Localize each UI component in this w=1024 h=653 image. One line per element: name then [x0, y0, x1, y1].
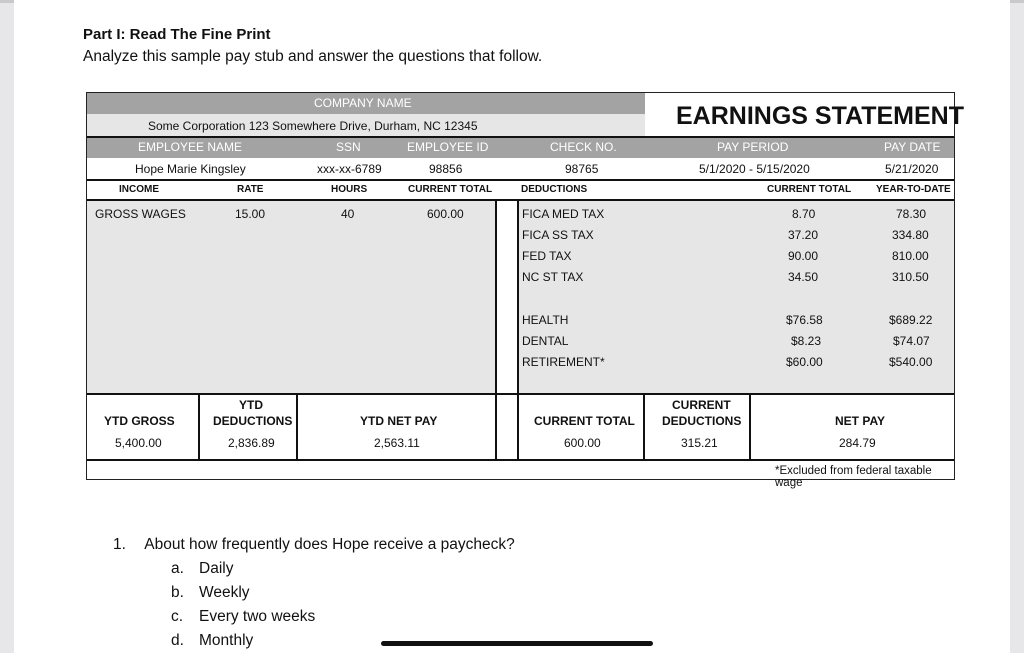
ssn-header: SSN: [336, 140, 361, 154]
answer-option: [171, 632, 253, 650]
ssn-value: xxx-xx-6789: [317, 162, 382, 176]
deduction-ytd: $540.00: [889, 355, 933, 369]
company-value: Some Corporation 123 Somewhere Drive, Durham, NC 12345: [148, 119, 478, 133]
deductions-header: DEDUCTIONS: [521, 184, 588, 195]
ytd-deductions-label-2: DEDUCTIONS: [213, 414, 293, 428]
deduction-current: 34.50: [788, 270, 819, 284]
deduction-ytd: 78.30: [896, 207, 927, 221]
option-letter: d.: [171, 632, 184, 649]
question-text: About how frequently does Hope receive a paycheck?: [144, 536, 515, 553]
option-text: Weekly: [199, 584, 250, 601]
divider: [495, 201, 497, 459]
option-letter: c.: [171, 608, 184, 625]
company-label: COMPANY NAME: [314, 96, 412, 110]
ytd-net-pay-value: 2,563.11: [374, 436, 420, 450]
deduction-name: FICA MED TAX: [522, 207, 605, 221]
current-total-label: CURRENT TOTAL: [534, 414, 635, 428]
statement-title: EARNINGS STATEMENT: [676, 102, 964, 130]
rule: [87, 459, 954, 461]
rule: [87, 393, 954, 395]
deduction-current: 8.70: [792, 207, 816, 221]
rule: [87, 136, 954, 138]
footnote: *Excluded from federal taxable wage: [775, 465, 932, 489]
deduction-current: 37.20: [788, 228, 819, 242]
deduction-current: $8.23: [791, 334, 822, 348]
deduction-name: NC ST TAX: [522, 270, 584, 284]
deduction-name: FED TAX: [522, 249, 572, 263]
current-deductions-value: 315.21: [681, 436, 718, 450]
answer-option: [171, 584, 250, 602]
divider: [749, 395, 751, 459]
pay-date-value: 5/21/2020: [885, 162, 939, 176]
employee-name-header: EMPLOYEE NAME: [138, 140, 243, 154]
ytd-deductions-value: 2,836.89: [228, 436, 275, 450]
option-text: Monthly: [199, 632, 254, 649]
check-no-value: 98765: [565, 162, 599, 176]
employee-id-header: EMPLOYEE ID: [407, 140, 489, 154]
deduction-name: FICA SS TAX: [522, 228, 594, 242]
rule: [87, 179, 954, 181]
income-total-value: 600.00: [427, 207, 464, 221]
rate-header: RATE: [237, 184, 264, 195]
hours-value: 40: [341, 207, 355, 221]
net-pay-label: NET PAY: [835, 414, 886, 428]
divider: [643, 395, 645, 459]
deductions-current-header: CURRENT TOTAL: [767, 184, 852, 195]
option-text: Every two weeks: [199, 608, 316, 625]
rule: [87, 199, 954, 201]
deduction-ytd: $74.07: [893, 334, 930, 348]
pay-date-header: PAY DATE: [884, 140, 941, 154]
deduction-ytd: 334.80: [892, 228, 929, 242]
home-indicator-bar[interactable]: [381, 641, 653, 646]
divider: [296, 395, 298, 459]
ytd-deductions-label-1: YTD: [239, 398, 263, 412]
income-area: [87, 201, 495, 393]
ytd-net-pay-label: YTD NET PAY: [360, 414, 438, 428]
employee-id-value: 98856: [429, 162, 463, 176]
divider: [517, 201, 519, 459]
option-text: Daily: [199, 560, 234, 577]
deduction-ytd: 810.00: [892, 249, 929, 263]
deduction-name: HEALTH: [522, 313, 569, 327]
deduction-name: DENTAL: [522, 334, 569, 348]
divider: [198, 395, 200, 459]
current-total-header: CURRENT TOTAL: [408, 184, 493, 195]
pay-stub: [86, 92, 964, 489]
deduction-name: RETIREMENT*: [522, 355, 605, 369]
pay-period-header: PAY PERIOD: [717, 140, 789, 154]
deduction-current: $60.00: [786, 355, 823, 369]
income-header: INCOME: [119, 184, 159, 195]
deduction-current: $76.58: [786, 313, 823, 327]
question-number: 1.: [113, 536, 126, 553]
answer-option: [171, 560, 233, 578]
employee-name-value: Hope Marie Kingsley: [135, 162, 246, 176]
ytd-header: YEAR-TO-DATE: [876, 184, 951, 195]
deduction-ytd: 310.50: [892, 270, 929, 284]
ytd-gross-value: 5,400.00: [115, 436, 162, 450]
current-total-value: 600.00: [564, 436, 601, 450]
rate-value: 15.00: [235, 207, 266, 221]
net-pay-value: 284.79: [839, 436, 876, 450]
deduction-current: 90.00: [788, 249, 819, 263]
deduction-ytd: $689.22: [889, 313, 933, 327]
ytd-gross-label: YTD GROSS: [104, 414, 175, 428]
current-deductions-label-2: DEDUCTIONS: [662, 414, 742, 428]
check-no-header: CHECK NO.: [550, 140, 617, 154]
part-title: Part I: Read The Fine Print: [83, 26, 271, 43]
gross-wages-label: GROSS WAGES: [95, 207, 186, 221]
pay-period-value: 5/1/2020 - 5/15/2020: [699, 162, 810, 176]
option-letter: b.: [171, 584, 184, 601]
current-deductions-label-1: CURRENT: [672, 398, 731, 412]
question-1: [113, 536, 515, 554]
hours-header: HOURS: [331, 184, 368, 195]
instructions-text: Analyze this sample pay stub and answer the questions that follow.: [83, 48, 543, 65]
answer-option: [171, 608, 315, 626]
option-letter: a.: [171, 560, 184, 577]
